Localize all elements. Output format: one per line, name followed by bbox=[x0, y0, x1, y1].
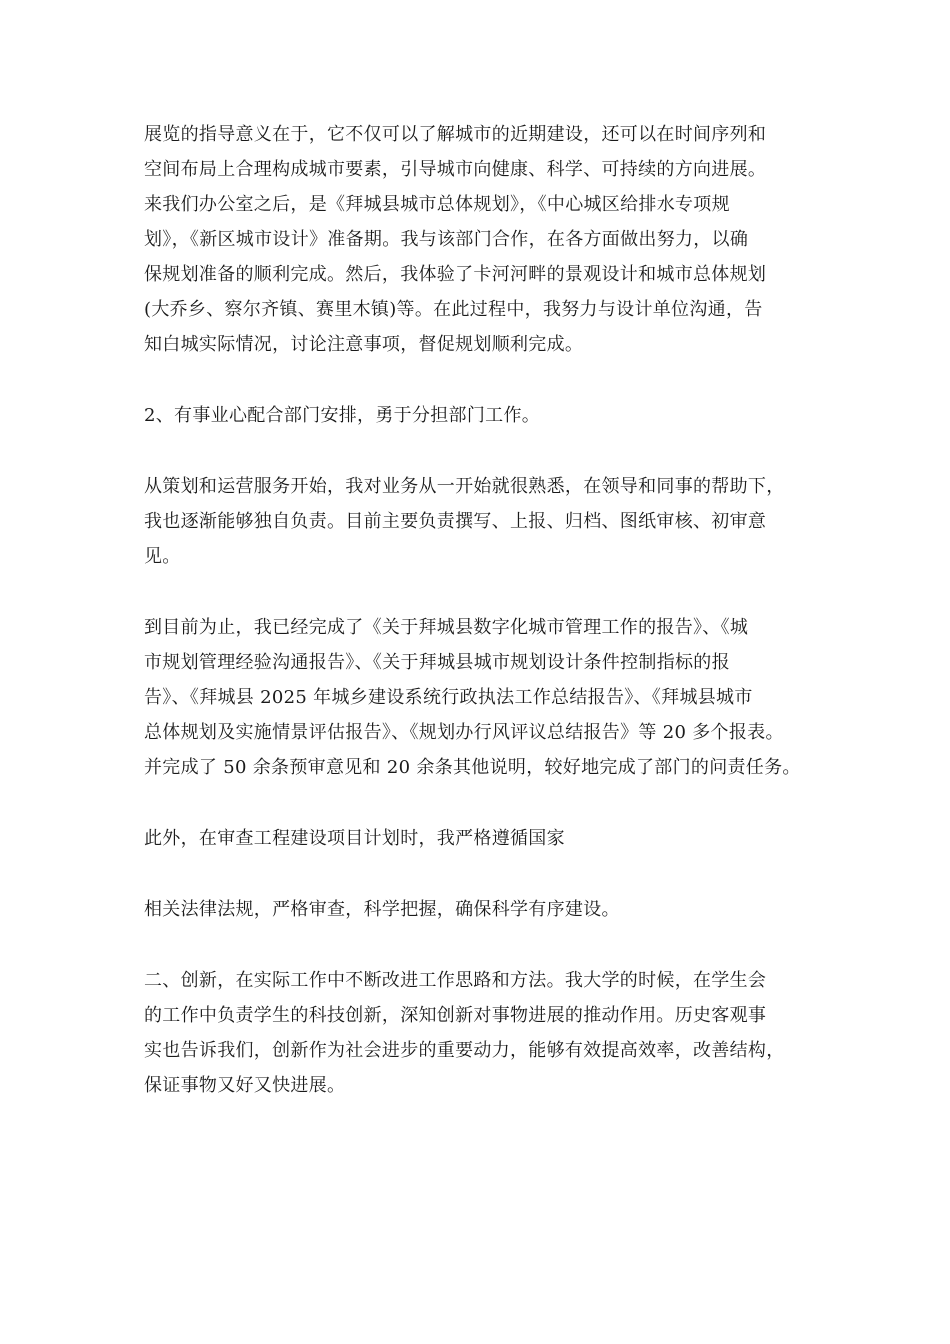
paragraph-4-line-1: 到目前为止，我已经完成了《关于拜城县数字化城市管理工作的报告》、《城 bbox=[144, 617, 749, 638]
paragraph-6-line-1: 相关法律法规，严格审查，科学把握，确保科学有序建设。 bbox=[144, 899, 620, 920]
paragraph-1-line-4: 划》，《新区城市设计》准备期。我与该部门合作，在各方面做出努力，以确 bbox=[144, 229, 749, 250]
paragraph-1-line-2: 空间布局上合理构成城市要素，引导城市向健康、科学、可持续的方向进展。 bbox=[144, 159, 767, 180]
paragraph-4-line-2: 市规划管理经验沟通报告》、《关于拜城县城市规划设计条件控制指标的报 bbox=[144, 652, 730, 673]
paragraph-7-line-3: 实也告诉我们，创新作为社会进步的重要动力，能够有效提高效率，改善结构， bbox=[144, 1040, 785, 1061]
paragraph-3-line-2: 我也逐渐能够独自负责。目前主要负责撰写、上报、归档、图纸审核、初审意 bbox=[144, 511, 767, 532]
paragraph-3-line-3: 见。 bbox=[144, 546, 181, 567]
paragraph-1-line-5: 保规划准备的顺利完成。然后，我体验了卡河河畔的景观设计和城市总体规划 bbox=[144, 264, 767, 285]
paragraph-4-line-5: 并完成了 50 余条预审意见和 20 余条其他说明，较好地完成了部门的问责任务。 bbox=[144, 757, 801, 778]
paragraph-7-line-4: 保证事物又好又快进展。 bbox=[144, 1075, 346, 1096]
paragraph-1-line-7: 知白城实际情况，讨论注意事项，督促规划顺利完成。 bbox=[144, 334, 584, 355]
paragraph-1-line-3: 来我们办公室之后，是《拜城县城市总体规划》，《中心城区给排水专项规 bbox=[144, 194, 730, 215]
paragraph-7-line-2: 的工作中负责学生的科技创新，深知创新对事物进展的推动作用。历史客观事 bbox=[144, 1005, 767, 1026]
paragraph-3-line-1: 从策划和运营服务开始，我对业务从一开始就很熟悉，在领导和同事的帮助下， bbox=[144, 476, 785, 497]
paragraph-7-line-1: 二、创新，在实际工作中不断改进工作思路和方法。我大学的时候，在学生会 bbox=[144, 970, 767, 991]
paragraph-4-line-3: 告》、《拜城县 2025 年城乡建设系统行政执法工作总结报告》、《拜城县城市 bbox=[144, 687, 753, 708]
paragraph-1-line-6: (大乔乡、察尔齐镇、赛里木镇)等。在此过程中，我努力与设计单位沟通，告 bbox=[144, 299, 763, 320]
paragraph-5-line-1: 此外，在审查工程建设项目计划时，我严格遵循国家 bbox=[144, 828, 565, 849]
paragraph-1-line-1: 展览的指导意义在于，它不仅可以了解城市的近期建设，还可以在时间序列和 bbox=[144, 124, 767, 145]
paragraph-2-line-1: 2、有事业心配合部门安排，勇于分担部门工作。 bbox=[144, 405, 541, 426]
paragraph-4-line-4: 总体规划及实施情景评估报告》、《规划办行风评议总结报告》等 20 多个报表。 bbox=[144, 722, 784, 743]
